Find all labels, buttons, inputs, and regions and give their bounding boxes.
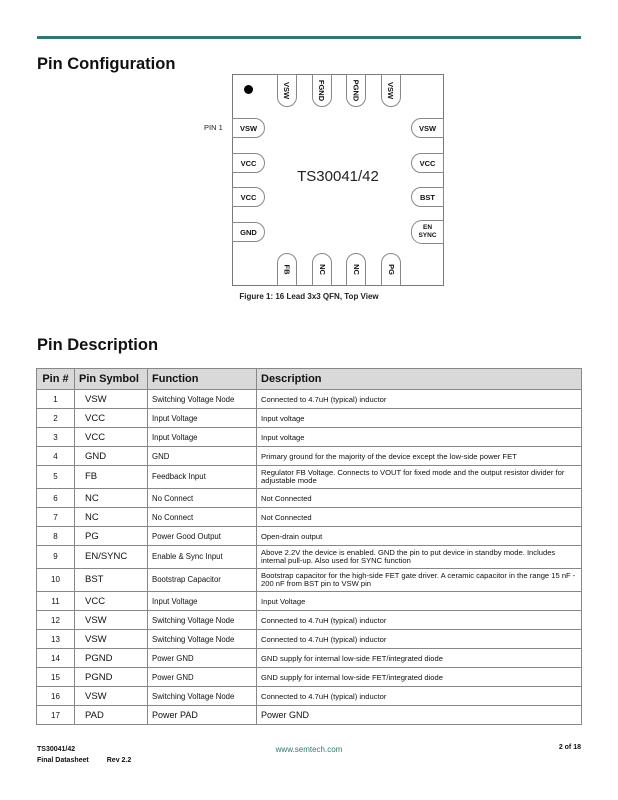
cell-symbol: PG — [75, 527, 148, 546]
pin-pad-bottom-3: NC — [346, 253, 366, 286]
pin-pad-top-4: VSW — [381, 74, 401, 107]
cell-description: Connected to 4.7uH (typical) inductor — [257, 611, 582, 630]
pin-pad-top-2: FGND — [312, 74, 332, 107]
cell-description: Input Voltage — [257, 592, 582, 611]
cell-description: Connected to 4.7uH (typical) inductor — [257, 390, 582, 409]
cell-pin: 7 — [37, 508, 75, 527]
cell-symbol: NC — [75, 489, 148, 508]
table-row — [37, 569, 582, 592]
cell-pin: 1 — [37, 390, 75, 409]
cell-pin: 9 — [37, 546, 75, 569]
pin-pad-right-4: EN SYNC — [411, 220, 444, 244]
cell-description: Connected to 4.7uH (typical) inductor — [257, 687, 582, 706]
cell-description: Regulator FB Voltage. Connects to VOUT for fixed mode and the output resistor divider for adjustable mode — [257, 466, 582, 489]
cell-pin: 2 — [37, 409, 75, 428]
table-row — [37, 527, 582, 546]
footer-doc-id: TS30041/42 — [37, 746, 76, 753]
cell-description: Connected to 4.7uH (typical) inductor — [257, 630, 582, 649]
footer-website-link[interactable]: www.semtech.com — [275, 745, 343, 754]
table-row — [37, 630, 582, 649]
cell-function: Power GND — [148, 668, 257, 687]
header-description: Description — [257, 369, 582, 390]
cell-description: GND supply for internal low-side FET/integrated diode — [257, 649, 582, 668]
table-row — [37, 409, 582, 428]
cell-description: Open-drain output — [257, 527, 582, 546]
cell-symbol: VCC — [75, 428, 148, 447]
cell-function: No Connect — [148, 508, 257, 527]
cell-pin: 4 — [37, 447, 75, 466]
cell-description: Not Connected — [257, 489, 582, 508]
table-row — [37, 611, 582, 630]
cell-function: Power Good Output — [148, 527, 257, 546]
cell-symbol: BST — [75, 569, 148, 592]
cell-description: Power GND — [257, 706, 582, 725]
cell-function: Input Voltage — [148, 409, 257, 428]
cell-function: GND — [148, 447, 257, 466]
pin1-marker-dot — [244, 85, 253, 94]
pin-pad-top-3: PGND — [346, 74, 366, 107]
cell-description: Bootstrap capacitor for the high-side FET gate driver. A ceramic capacitor in the range 15 nF - 200 nF from BST pin to VSW pin — [257, 569, 582, 592]
cell-description: Primary ground for the majority of the device except the low-side power FET — [257, 447, 582, 466]
pin-pad-right-2: VCC — [411, 153, 444, 173]
section-title-pin-description: Pin Description — [37, 336, 159, 354]
cell-pin: 3 — [37, 428, 75, 447]
cell-symbol: VSW — [75, 687, 148, 706]
cell-symbol: PGND — [75, 649, 148, 668]
cell-symbol: PGND — [75, 668, 148, 687]
cell-function: Feedback Input — [148, 466, 257, 489]
cell-pin: 13 — [37, 630, 75, 649]
cell-symbol: FB — [75, 466, 148, 489]
pin-pad-bottom-4: PG — [381, 253, 401, 286]
pin-pad-left-3: VCC — [232, 187, 265, 207]
table-row — [37, 546, 582, 569]
table-row — [37, 508, 582, 527]
cell-description: Above 2.2V the device is enabled. GND the pin to put device in standby mode. Includes internal pull-up. Also used for SYNC function — [257, 546, 582, 569]
cell-description: Input voltage — [257, 428, 582, 447]
pin-pad-left-4: GND — [232, 222, 265, 242]
pin-pad-left-2: VCC — [232, 153, 265, 173]
table-row — [37, 687, 582, 706]
cell-symbol: VSW — [75, 630, 148, 649]
footer-revision: Rev 2.2 — [106, 757, 132, 764]
chip-name: TS30041/42 — [297, 168, 379, 185]
header-rule — [37, 36, 581, 39]
cell-function: Switching Voltage Node — [148, 611, 257, 630]
cell-pin: 17 — [37, 706, 75, 725]
cell-pin: 8 — [37, 527, 75, 546]
cell-symbol: GND — [75, 447, 148, 466]
table-row — [37, 447, 582, 466]
table-row — [37, 592, 582, 611]
pin1-label: PIN 1 — [204, 123, 223, 132]
cell-pin: 12 — [37, 611, 75, 630]
table-row — [37, 466, 582, 489]
section-title-pin-configuration: Pin Configuration — [37, 55, 176, 73]
cell-pin: 15 — [37, 668, 75, 687]
cell-pin: 11 — [37, 592, 75, 611]
cell-description: Input voltage — [257, 409, 582, 428]
table-row — [37, 649, 582, 668]
pin-pad-right-3: BST — [411, 187, 444, 207]
pin-pad-bottom-1: FB — [277, 253, 297, 286]
table-row — [37, 489, 582, 508]
table-row — [37, 706, 582, 725]
cell-function: Bootstrap Capacitor — [148, 569, 257, 592]
qfn-package-diagram — [232, 74, 444, 286]
cell-function: Switching Voltage Node — [148, 630, 257, 649]
pin-pad-right-1: VSW — [411, 118, 444, 138]
header-function: Function — [148, 369, 257, 390]
pin-pad-bottom-2: NC — [312, 253, 332, 286]
cell-symbol: PAD — [75, 706, 148, 725]
footer-doc-type: Final Datasheet — [37, 757, 89, 764]
cell-function: Power PAD — [148, 706, 257, 725]
cell-pin: 14 — [37, 649, 75, 668]
footer-page-number: 2 of 18 — [558, 744, 581, 751]
cell-function: Power GND — [148, 649, 257, 668]
header-pin-symbol: Pin Symbol — [75, 369, 148, 390]
cell-function: Input Voltage — [148, 428, 257, 447]
figure-caption: Figure 1: 16 Lead 3x3 QFN, Top View — [239, 292, 379, 301]
cell-function: Switching Voltage Node — [148, 687, 257, 706]
header-pin-number: Pin # — [37, 369, 75, 390]
cell-pin: 10 — [37, 569, 75, 592]
cell-function: Switching Voltage Node — [148, 390, 257, 409]
cell-function: No Connect — [148, 489, 257, 508]
cell-symbol: EN/SYNC — [75, 546, 148, 569]
cell-description: Not Connected — [257, 508, 582, 527]
cell-function: Input Voltage — [148, 592, 257, 611]
cell-pin: 5 — [37, 466, 75, 489]
cell-symbol: VSW — [75, 611, 148, 630]
cell-symbol: VSW — [75, 390, 148, 409]
cell-symbol: VCC — [75, 409, 148, 428]
cell-symbol: NC — [75, 508, 148, 527]
cell-pin: 16 — [37, 687, 75, 706]
pin-pad-left-1: VSW — [232, 118, 265, 138]
cell-pin: 6 — [37, 489, 75, 508]
cell-function: Enable & Sync Input — [148, 546, 257, 569]
table-row — [37, 428, 582, 447]
table-header-row — [37, 369, 582, 390]
pin-pad-top-1: VSW — [277, 74, 297, 107]
cell-description: GND supply for internal low-side FET/integrated diode — [257, 668, 582, 687]
table-row — [37, 390, 582, 409]
pin-description-table — [36, 368, 582, 725]
cell-symbol: VCC — [75, 592, 148, 611]
table-row — [37, 668, 582, 687]
